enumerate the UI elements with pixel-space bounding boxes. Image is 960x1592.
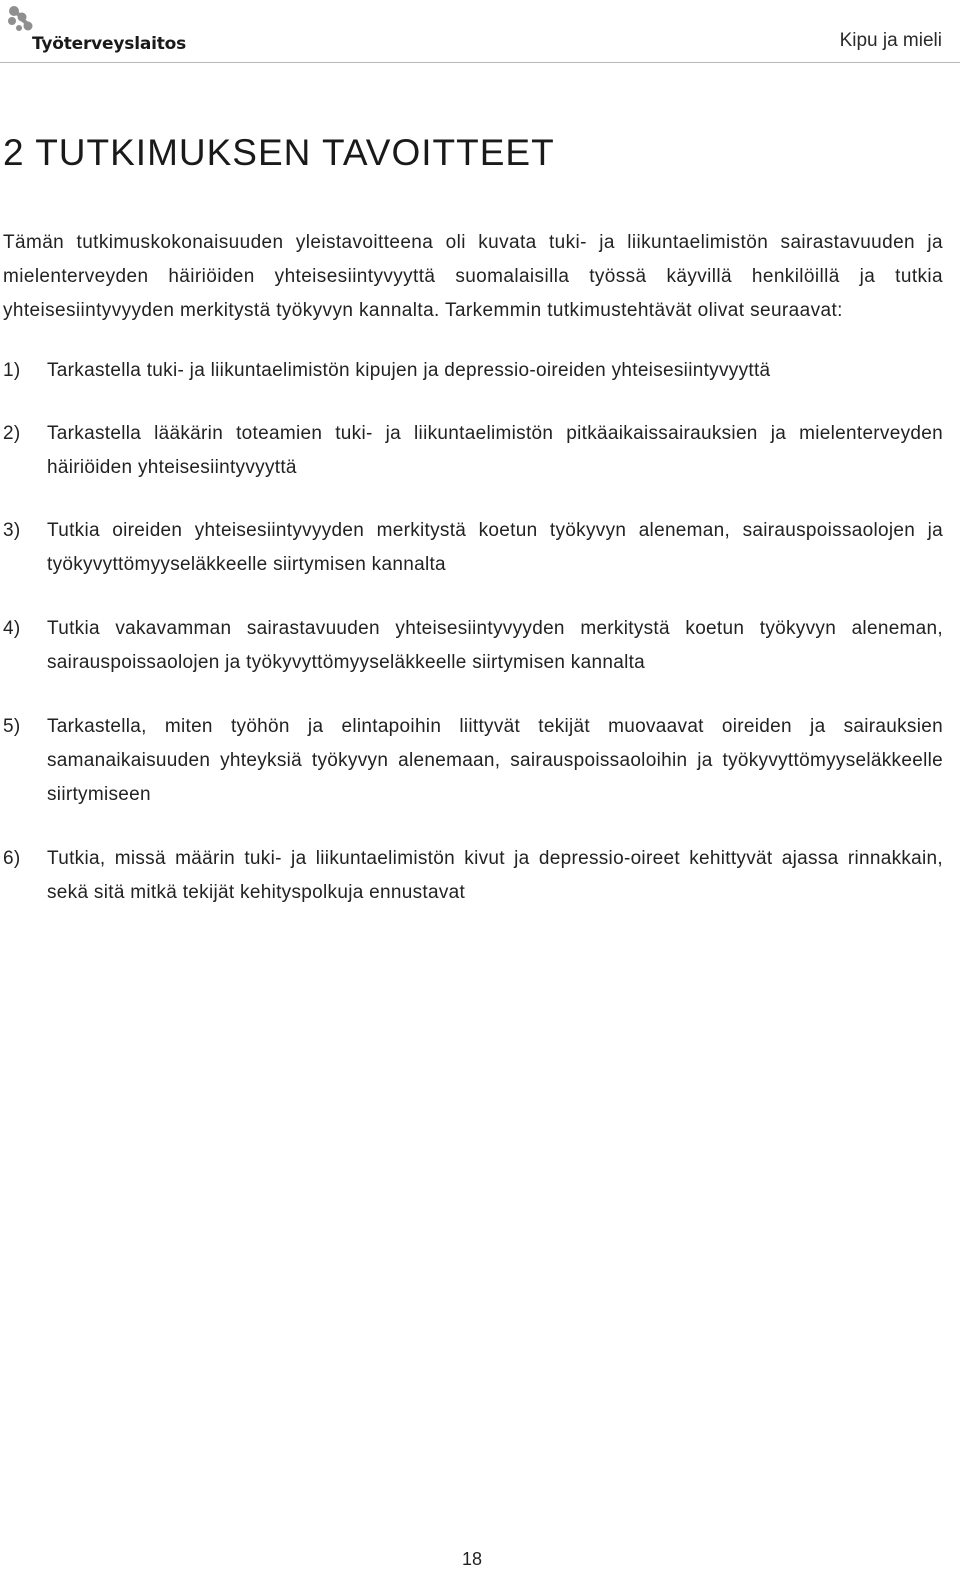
list-item (3, 710, 943, 812)
page-header (0, 0, 960, 62)
logo-mark-icon (2, 4, 42, 38)
list-item-number: 5) (3, 716, 21, 737)
logo-text: Työterveyslaitos (32, 34, 187, 54)
list-item (3, 514, 943, 582)
objectives-list (3, 354, 943, 910)
list-item (3, 354, 943, 388)
list-item-text: Tarkastella tuki- ja liikuntaelimistön kipujen ja depressio-oireiden yhteisesiintyvyyttä (47, 360, 771, 381)
institute-logo (2, 4, 187, 54)
page-content (3, 226, 943, 910)
list-item-text: Tutkia, missä määrin tuki- ja liikuntaelimistön kivut ja depressio-oireet kehittyvät ajassa rinnakkain, sekä sitä mitkä tekijät kehityspolkuja ennustavat (47, 848, 943, 903)
chapter-title: 2 TUTKIMUKSEN TAVOITTEET (3, 132, 555, 173)
intro-paragraph: Tämän tutkimuskokonaisuuden yleistavoitteena oli kuvata tuki- ja liikuntaelimistön sairastavuuden ja mielenterveyden häiriöiden yhteisesiintyvyyttä suomalaisilla työssä käyvillä henkilöillä ja tutkia yhteisesiintyvyyden merkitystä työkyvyn kannalta. Tarkemmin tutkimustehtävät olivat seuraavat: (3, 232, 943, 321)
list-item-text: Tutkia vakavamman sairastavuuden yhteisesiintyvyyden merkitystä koetun työkyvyn aleneman, sairauspoissaolojen ja työkyvyttömyyseläkkeelle siirtymisen kannalta (47, 618, 943, 673)
list-item-text: Tarkastella lääkärin toteamien tuki- ja liikuntaelimistön pitkäaikaissairauksien ja mielenterveyden häiriöiden yhteisesiintyvyyttä (47, 423, 943, 478)
list-item-number: 2) (3, 423, 21, 444)
list-item (3, 417, 943, 485)
list-item-number: 3) (3, 520, 21, 541)
page-number: 18 (461, 1549, 483, 1569)
list-item-text: Tarkastella, miten työhön ja elintapoihin liittyvät tekijät muovaavat oireiden ja sairauksien samanaikaisuuden yhteyksiä työkyvyn alenemaan, sairauspoissaoloihin ja työkyvyttömyyseläkkeelle siirtymiseen (47, 716, 943, 805)
list-item-number: 1) (3, 360, 21, 381)
list-item-number: 6) (3, 848, 21, 869)
running-title: Kipu ja mieli (839, 30, 942, 51)
header-divider (0, 62, 960, 63)
list-item-text: Tutkia oireiden yhteisesiintyvyyden merkitystä koetun työkyvyn aleneman, sairauspoissaolojen ja työkyvyttömyyseläkkeelle siirtymisen kannalta (47, 520, 943, 575)
list-item (3, 612, 943, 680)
list-item-number: 4) (3, 618, 21, 639)
list-item (3, 842, 943, 910)
